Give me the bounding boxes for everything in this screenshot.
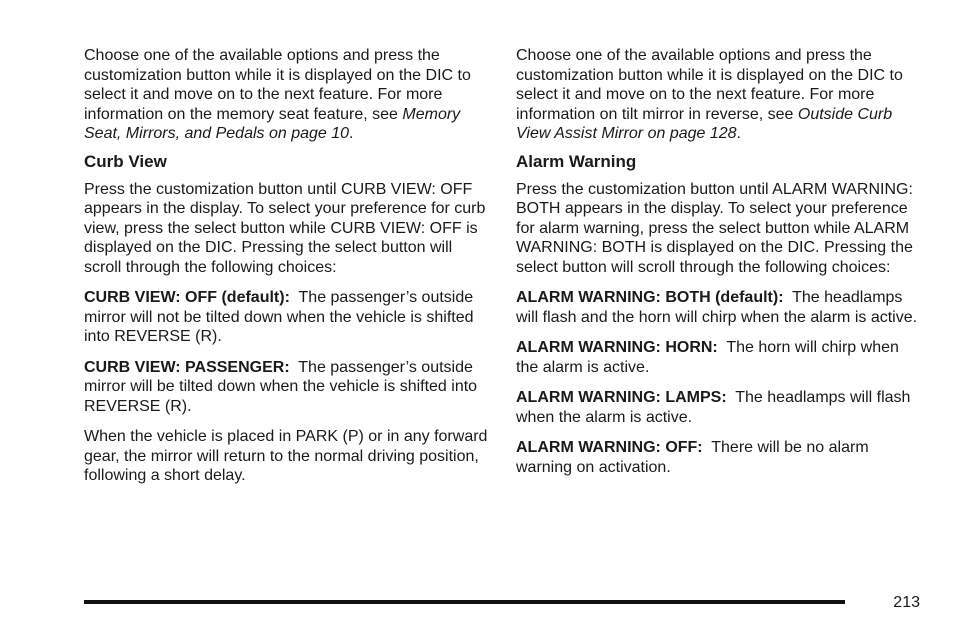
alarm-option-horn <box>516 338 920 377</box>
left-intro-end: . <box>349 125 354 142</box>
left-intro-page-reference: Memory Seat, Mirrors, and Pedals on page 10 <box>84 105 461 142</box>
left-intro-text: Choose one of the available options and press the customization button while it is displayed on the DIC to select it and move on to the next feature. For more information on the memory seat feature, see <box>84 47 471 123</box>
curb-view-closing: When the vehicle is placed in PARK (P) or in any forward gear, the mirror will return to the normal driving position, following a short delay. <box>84 428 488 484</box>
option-term: CURB VIEW: PASSENGER: <box>84 358 290 376</box>
option-term: ALARM WARNING: HORN: <box>516 339 718 356</box>
option-term: ALARM WARNING: BOTH (default): <box>516 289 784 306</box>
footer-rule <box>84 600 845 604</box>
option-description: The headlamps will flash and the horn will chirp when the alarm is active. <box>516 289 918 326</box>
left-column <box>84 46 488 497</box>
option-description: There will be no alarm warning on activation. <box>516 439 869 476</box>
left-intro-paragraph <box>84 46 488 144</box>
right-intro-end: . <box>736 125 741 142</box>
option-term: ALARM WARNING: LAMPS: <box>516 389 727 406</box>
page-number: 213 <box>893 594 920 611</box>
right-column <box>516 46 920 488</box>
right-intro-text: Choose one of the available options and press the customization button while it is displayed on the DIC to select it and move on to the next feature. For more information on tilt mirror in reverse, see <box>516 47 903 123</box>
curb-view-option-off <box>84 288 488 347</box>
option-description: The horn will chirp when the alarm is active. <box>516 339 899 376</box>
curb-view-option-passenger <box>84 358 488 417</box>
right-intro-page-reference: Outside Curb View Assist Mirror on page 128 <box>516 105 893 142</box>
option-description: The headlamps will flash when the alarm is active. <box>516 389 911 426</box>
curb-view-heading: Curb View <box>84 151 167 171</box>
option-term: CURB VIEW: OFF (default): <box>84 289 290 306</box>
alarm-option-off <box>516 438 920 477</box>
option-description: The passenger’s outside mirror will be tilted down when the vehicle is shifted into REVERSE (R). <box>84 358 478 415</box>
alarm-option-lamps <box>516 388 920 427</box>
right-intro-paragraph <box>516 46 920 144</box>
alarm-option-both <box>516 288 920 327</box>
option-term: ALARM WARNING: OFF: <box>516 439 703 456</box>
curb-view-body: Press the customization button until CURB VIEW: OFF appears in the display. To select your preference for curb view, press the select button while CURB VIEW: OFF is displayed on the DIC. Pressing the select button will scroll through the following choices: <box>84 180 486 276</box>
alarm-warning-body: Press the customization button until ALARM WARNING: BOTH appears in the display. To select your preference for alarm warning, press the select button while ALARM WARNING: BOTH is displayed on the DIC. Pressing the select button will scroll through the following choices: <box>516 180 913 276</box>
option-description: The passenger’s outside mirror will not be tilted down when the vehicle is shifted into REVERSE (R). <box>84 289 474 345</box>
alarm-warning-heading: Alarm Warning <box>516 151 637 171</box>
